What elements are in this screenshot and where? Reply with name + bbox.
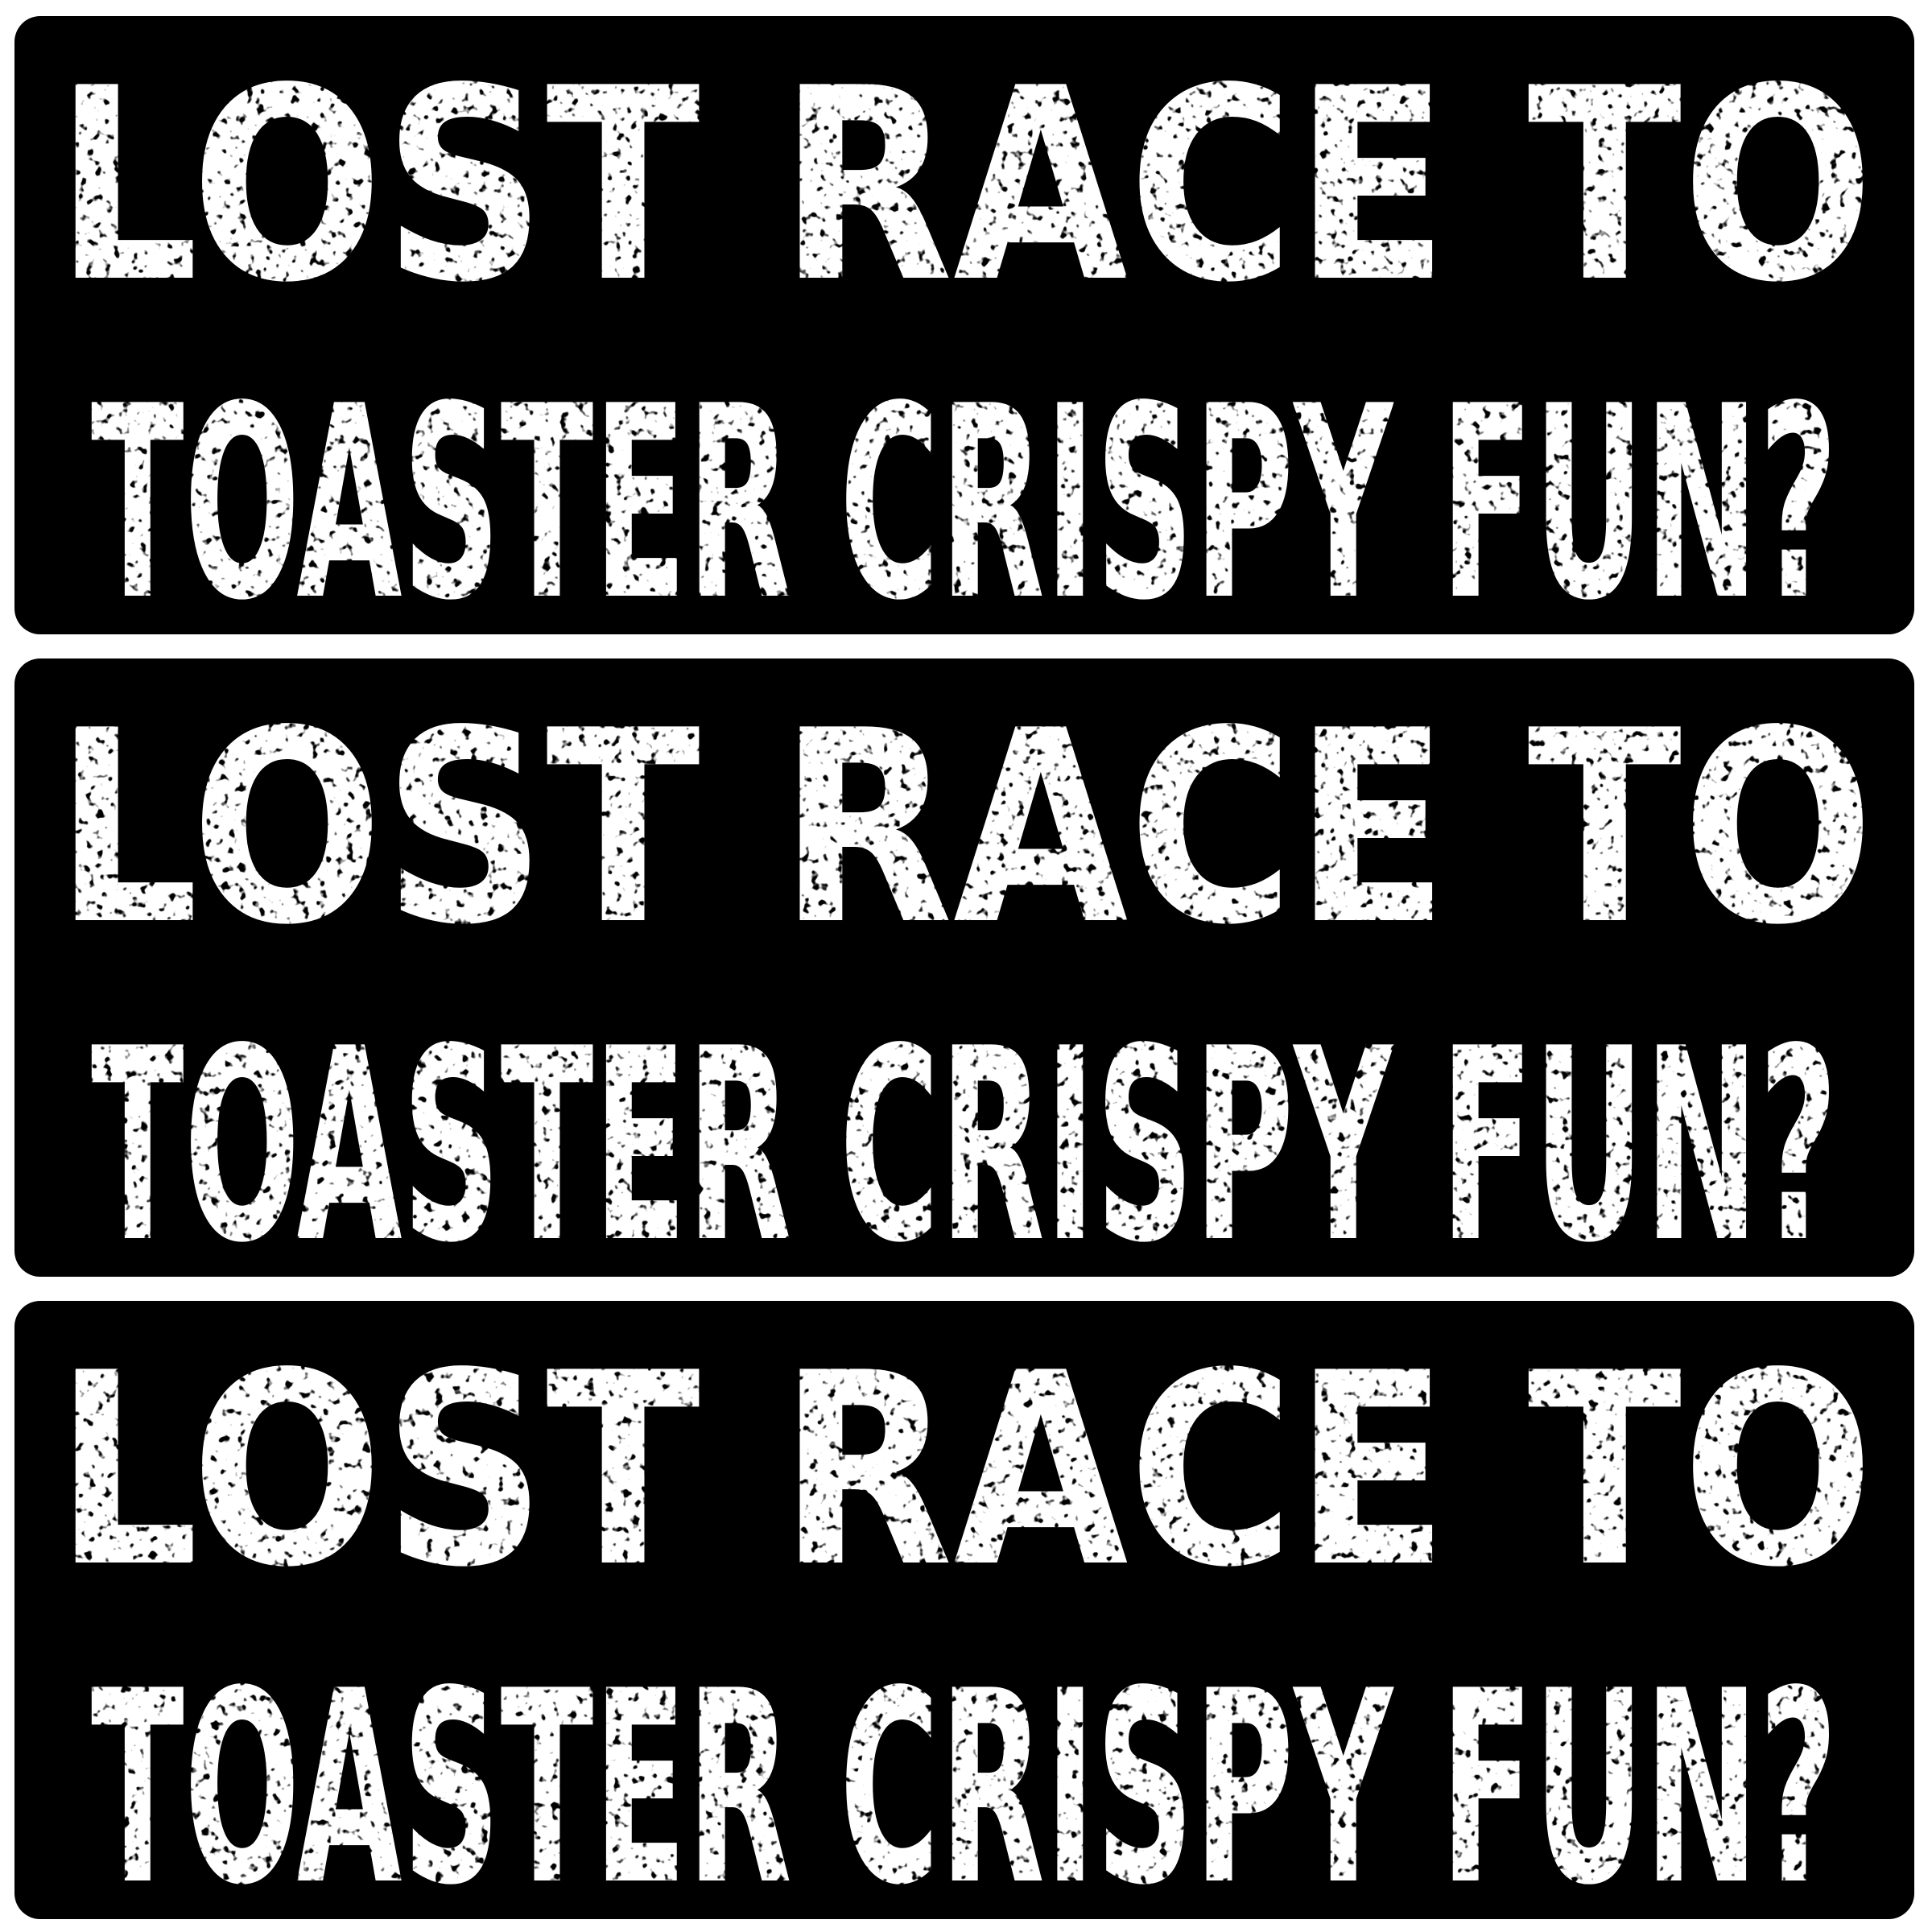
sticker-line-2: TOASTER CRISPY FUN? (91, 349, 1838, 634)
sticker (14, 1301, 1914, 1919)
sticker (14, 658, 1914, 1277)
sticker-line-1: LOST RACE TO (55, 674, 1874, 983)
sticker-text (14, 1301, 1914, 1919)
sticker-line-2: TOASTER CRISPY FUN? (91, 1634, 1838, 1919)
sticker-line-1: LOST RACE TO (55, 1316, 1874, 1625)
sticker-text (14, 658, 1914, 1277)
sticker (14, 16, 1914, 634)
sticker-line-2: TOASTER CRISPY FUN? (91, 992, 1838, 1277)
sticker-text (14, 16, 1914, 634)
sticker-line-1: LOST RACE TO (55, 31, 1874, 341)
